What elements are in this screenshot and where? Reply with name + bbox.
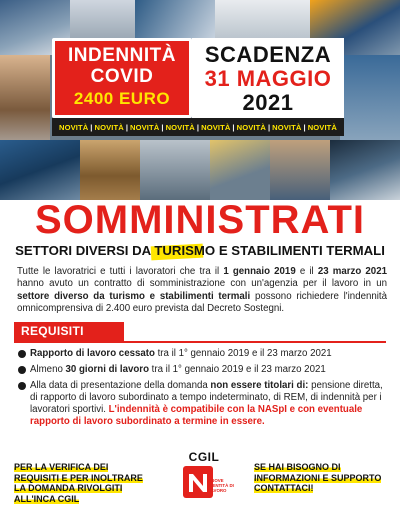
page-subtitle: SETTORI DIVERSI DA TURISMO E STABILIMENTI TERMALI	[15, 243, 385, 258]
novita-label: NOVITÀ	[272, 122, 302, 132]
novita-label: NOVITÀ	[201, 122, 231, 132]
requisito-bold: non essere titolari di:	[210, 380, 309, 391]
novita-label: NOVITÀ	[130, 122, 160, 132]
footer-left-text	[14, 462, 144, 504]
indennita-amount: 2400 EURO	[73, 89, 171, 108]
requisito-text: pensione diretta, di rapporto di lavoro subordinato a tempo indeterminato, di REM, di indennità per i lavoratori sportivi.	[30, 380, 383, 415]
requisiti-heading: REQUISITI	[14, 322, 124, 341]
requisiti-list	[18, 348, 388, 432]
photo-pallet	[80, 140, 140, 200]
requisito-bold: 30 giorni di lavoro	[65, 364, 149, 375]
photo-warehouse	[140, 140, 210, 200]
scadenza-line1: SCADENZA	[204, 42, 332, 67]
scadenza-year: 2021	[242, 90, 294, 115]
requisito-text: tra il 1° gennaio 2019 e il 23 marzo 2021	[148, 364, 326, 375]
photo-worker	[135, 0, 215, 40]
photo-forklift	[210, 140, 270, 200]
photo-mechanic	[330, 140, 400, 200]
photo-factory	[70, 0, 135, 40]
intro-text: e il	[295, 266, 318, 277]
requisito-highlight: L'indennità è compatibile con la NASpI e con eventuale rapporto di lavoro subordinato a termine in essere.	[30, 404, 363, 427]
novita-label: NOVITÀ	[236, 122, 266, 132]
bullet-icon	[18, 366, 26, 374]
requisito-item	[18, 380, 388, 428]
indennita-line2: COVID	[90, 66, 154, 87]
novita-strip: NOVITÀ | NOVITÀ | NOVITÀ | NOVITÀ | NOVITÀ | NOVITÀ | NOVITÀ | NOVITÀ	[52, 118, 344, 136]
indennita-line1: INDENNITÀ	[68, 45, 176, 66]
bullet-icon	[18, 350, 26, 358]
requisito-text: tra il 1° gennaio 2019 e il 23 marzo 2021	[154, 348, 332, 359]
intro-sector: settore diverso da turismo e stabilimenti termali	[17, 290, 251, 302]
footer-left-label: PER LA VERIFICA DEI REQUISITI E PER INOLTRARE LA DOMANDA RIVOLGITI ALL'INCA CGIL	[14, 462, 143, 504]
cgil-logo-text: CGIL	[188, 450, 220, 464]
requisito-item	[18, 364, 388, 376]
photo-lab	[215, 0, 310, 40]
novita-label: NOVITÀ	[58, 122, 89, 132]
cgil-logo-subtitle: NUOVE IDENTITÀ DI LAVORO	[208, 478, 234, 494]
footer-right-text	[254, 462, 394, 494]
bullet-icon	[18, 382, 26, 390]
requisiti-divider	[14, 341, 386, 343]
scadenza-date: 31 MAGGIO	[204, 66, 332, 91]
intro-text: Tutte le lavoratrici e tutti i lavoratori che tra il	[17, 266, 224, 277]
photo-boxes	[270, 140, 330, 200]
indennita-box	[52, 38, 192, 118]
footer	[0, 450, 400, 516]
intro-date-start: 1 gennaio 2019	[223, 266, 296, 277]
requisito-bold: Rapporto di lavoro cessato	[30, 348, 155, 359]
novita-label: NOVITÀ	[307, 122, 337, 132]
footer-right-label: SE HAI BISOGNO DI INFORMAZIONI E SUPPORTO CONTATTACI!	[254, 462, 382, 493]
scadenza-box	[192, 38, 344, 118]
requisito-text: Alla data di presentazione della domanda	[30, 380, 211, 391]
intro-text: possono richiedere l'indennità omnicomprensiva di 2.400 euro prevista dal Decreto Sostegni.	[17, 290, 387, 315]
novita-label: NOVITÀ	[94, 122, 124, 132]
intro-text: hanno avuto un contratto di somministrazione con un'agenzia per il lavoro in un	[17, 278, 387, 290]
intro-paragraph	[17, 266, 387, 316]
requisito-item	[18, 348, 388, 360]
novita-label: NOVITÀ	[165, 122, 195, 132]
requisito-text: Almeno	[30, 364, 66, 375]
intro-date-end: 23 marzo 2021	[317, 266, 387, 277]
page-title: SOMMINISTRATI	[34, 198, 365, 242]
photo-assembly	[0, 140, 80, 200]
